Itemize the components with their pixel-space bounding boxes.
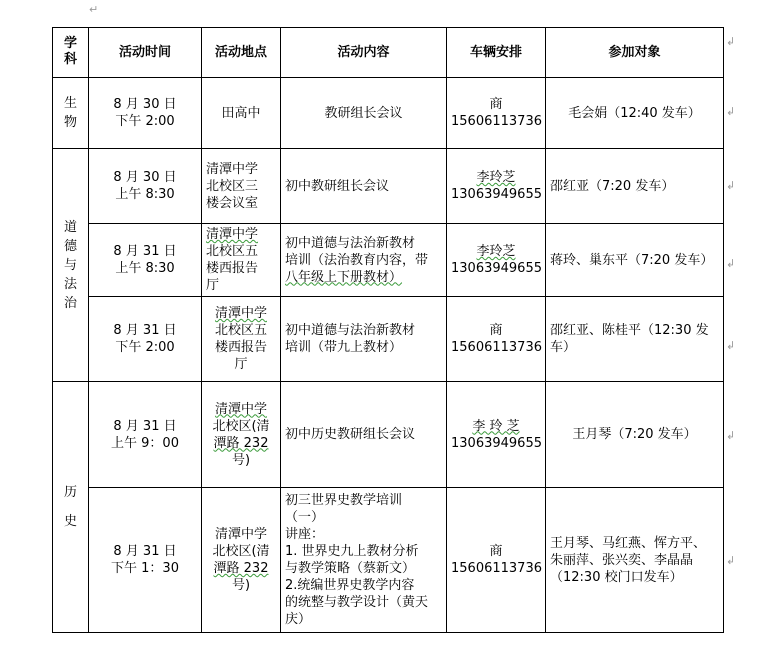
attendees-cell: 邵红亚（7:20 发车） bbox=[546, 149, 724, 224]
end-of-row-mark: ↲ bbox=[726, 179, 736, 192]
content-cell: 初中历史教研组长会议 bbox=[281, 382, 447, 488]
place-cell: 清潭中学 北校区三 楼会议室 bbox=[202, 149, 281, 224]
attendees-cell: 王月琴（7:20 发车） bbox=[546, 382, 724, 488]
content-cell: 初中教研组长会议 bbox=[281, 149, 447, 224]
header-content: 活动内容 bbox=[281, 28, 447, 78]
table-row bbox=[53, 488, 724, 633]
time-cell: 8 月 31 日 下午 1：30 bbox=[89, 488, 202, 633]
content-cell: 初中道德与法治新教材 培训（带九上教材） bbox=[281, 297, 447, 382]
vehicle-cell: 李 玲 芝 13063949655 bbox=[447, 382, 546, 488]
content-cell: 初三世界史教学培训 （一） 讲座： 1. 世界史九上教材分析 与教学策略（蔡新文） 2.统编世界史教学内容 的统整与教学设计（黄天 庆） bbox=[281, 488, 447, 633]
header-time: 活动时间 bbox=[89, 28, 202, 78]
place-cell: 清潭中学 北校区(清 潭路 232 号) bbox=[202, 488, 281, 633]
subject-cell: 历 史 bbox=[53, 382, 89, 633]
time-cell: 8 月 31 日 下午 2:00 bbox=[89, 297, 202, 382]
end-of-row-mark: ↲ bbox=[726, 554, 736, 567]
header-attendees: 参加对象 bbox=[546, 28, 724, 78]
header-subject: 学科 bbox=[53, 28, 89, 78]
vehicle-cell: 李玲芝 13063949655 bbox=[447, 149, 546, 224]
header-vehicle: 车辆安排 bbox=[447, 28, 546, 78]
table-row bbox=[53, 382, 724, 488]
time-cell: 8 月 31 日 上午 9：00 bbox=[89, 382, 202, 488]
table-row bbox=[53, 78, 724, 149]
attendees-cell: 王月琴、马红燕、恽方平、 朱丽萍、张兴奕、李晶晶 （12:30 校门口发车） bbox=[546, 488, 724, 633]
end-of-row-mark: ↲ bbox=[726, 35, 736, 48]
content-cell: 初中道德与法治新教材 培训（法治教育内容，带 八年级上下册教材） bbox=[281, 224, 447, 297]
content-cell: 教研组长会议 bbox=[281, 78, 447, 149]
end-of-row-mark: ↲ bbox=[726, 339, 736, 352]
table-row bbox=[53, 224, 724, 297]
place-cell: 清潭中学 北校区五 楼西报告 厅 bbox=[202, 297, 281, 382]
header-place: 活动地点 bbox=[202, 28, 281, 78]
place-cell: 田高中 bbox=[202, 78, 281, 149]
subject-cell: 道 德 与 法 治 bbox=[53, 149, 89, 382]
end-of-row-mark: ↲ bbox=[726, 257, 736, 270]
place-cell: 清潭中学 北校区五 楼西报告 厅 bbox=[202, 224, 281, 297]
end-of-row-mark: ↲ bbox=[726, 429, 736, 442]
table-row bbox=[53, 149, 724, 224]
end-of-row-mark: ↲ bbox=[726, 105, 736, 118]
table-header-row bbox=[53, 28, 724, 78]
time-cell: 8 月 30 日 上午 8:30 bbox=[89, 149, 202, 224]
subject-cell: 生 物 bbox=[53, 78, 89, 149]
vehicle-cell: 商 15606113736 bbox=[447, 78, 546, 149]
paragraph-mark: ↵ bbox=[89, 3, 99, 16]
place-cell: 清潭中学 北校区(清 潭路 232 号) bbox=[202, 382, 281, 488]
schedule-table bbox=[52, 27, 724, 633]
vehicle-cell: 商 15606113736 bbox=[447, 297, 546, 382]
attendees-cell: 毛会娟（12:40 发车） bbox=[546, 78, 724, 149]
vehicle-cell: 商 15606113736 bbox=[447, 488, 546, 633]
time-cell: 8 月 31 日 上午 8:30 bbox=[89, 224, 202, 297]
vehicle-cell: 李玲芝 13063949655 bbox=[447, 224, 546, 297]
time-cell: 8 月 30 日 下午 2:00 bbox=[89, 78, 202, 149]
attendees-cell: 邵红亚、陈桂平（12:30 发 车） bbox=[546, 297, 724, 382]
attendees-cell: 蒋玲、巢东平（7:20 发车） bbox=[546, 224, 724, 297]
table-row bbox=[53, 297, 724, 382]
